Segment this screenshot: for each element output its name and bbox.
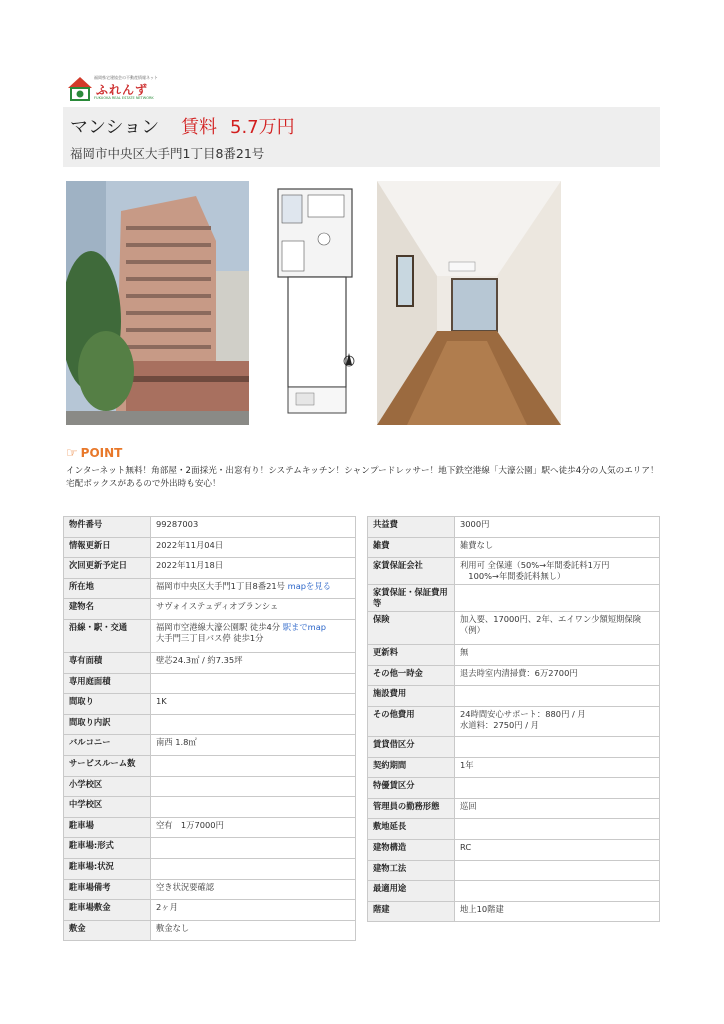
row-label: 中学校区 [64,797,151,818]
floor-plan-drawing [274,181,356,425]
table-row [368,558,660,585]
table-row [64,858,356,879]
row-label: 駐車場:状況 [64,858,151,879]
table-row [64,797,356,818]
row-value [151,578,356,599]
row-label: 沿線・駅・交通 [64,619,151,652]
row-value-text: 無 [460,647,469,658]
table-row [368,901,660,922]
row-label: 共益費 [368,517,455,538]
table-row [64,920,356,941]
row-label: 建物名 [64,599,151,620]
table-row [368,686,660,707]
house-logo-icon [66,74,94,104]
row-value [151,879,356,900]
row-value [455,757,660,778]
row-value [151,838,356,859]
row-value-text: 敷金なし [156,922,190,933]
table-row [64,619,356,652]
row-value-text: 退去時室内清掃費：6万2700円 [460,667,578,678]
table-row [368,585,660,612]
row-value [151,858,356,879]
spec-table-right [367,516,660,922]
row-value-text: 巡回 [460,800,477,811]
floor-plan[interactable] [274,181,356,425]
row-label: 駐車場備考 [64,879,151,900]
row-label: サービスルーム数 [64,755,151,776]
row-label: 更新料 [368,645,455,666]
table-row [368,798,660,819]
table-row [368,839,660,860]
property-header [63,107,660,167]
row-value [151,558,356,579]
row-label: 駐車場 [64,817,151,838]
row-value-text: 福岡市空港線大濠公園駅 徒歩4分 [156,621,281,632]
table-row [368,757,660,778]
table-row [64,755,356,776]
row-value [151,735,356,756]
property-address: 福岡市中央区大手門1丁目8番21号 [70,146,265,161]
row-value-text: 利用可 全保連（50%→年間委託料1万円 [460,560,610,571]
table-row [64,776,356,797]
row-value [455,585,660,612]
row-value [151,537,356,558]
row-label: 敷地延長 [368,819,455,840]
row-value [151,776,356,797]
row-value [455,612,660,645]
row-value [151,797,356,818]
table-row [368,881,660,902]
table-row [64,879,356,900]
row-value [455,558,660,585]
row-label: 特優賃区分 [368,778,455,799]
row-value [455,839,660,860]
row-value [151,619,356,652]
row-label: 所在地 [64,578,151,599]
row-value [151,694,356,715]
map-link[interactable]: 駅までmap [282,621,327,632]
row-value [455,736,660,757]
table-row [64,714,356,735]
row-value [455,665,660,686]
row-value [455,881,660,902]
row-value [151,714,356,735]
row-value [151,599,356,620]
table-row [368,778,660,799]
row-value-text: 3000円 [460,519,490,529]
table-row [64,537,356,558]
table-row [64,838,356,859]
row-value-text-2: 水道料：2750円 / 月 [460,719,539,730]
row-value-text: 99287003 [156,519,199,529]
row-label: 間取り内訳 [64,714,151,735]
building-image [66,181,249,425]
thumbs-up-icon: ☞ [66,446,78,461]
row-value-text: 空き状況要確認 [156,881,215,892]
row-label: 建物構造 [368,839,455,860]
row-label: 駐車場:形式 [64,838,151,859]
row-label: 専用庭面積 [64,673,151,694]
table-row [368,706,660,736]
row-label: 保険 [368,612,455,645]
row-value [455,537,660,558]
row-value-text: 雑費なし [460,539,494,550]
row-value [151,920,356,941]
row-label: 契約期間 [368,757,455,778]
logo-subline: FUKUOKA REAL ESTATE NETWORK [94,96,154,100]
building-photo[interactable] [66,181,249,425]
row-label: 管理員の勤務形態 [368,798,455,819]
row-label: 物件番号 [64,517,151,538]
map-link[interactable]: mapを見る [287,580,331,591]
row-value [455,686,660,707]
price-label: 賃料 [181,117,217,138]
row-value [151,900,356,921]
price-value: 5.7万円 [230,117,295,138]
row-label: 小学校区 [64,776,151,797]
table-row [64,900,356,921]
table-row [64,558,356,579]
row-value [151,517,356,538]
table-row [64,578,356,599]
row-value [455,645,660,666]
row-label: 賃貸借区分 [368,736,455,757]
row-label: 階建 [368,901,455,922]
table-row [64,735,356,756]
table-row [64,817,356,838]
table-row [368,819,660,840]
row-label: その他一時金 [368,665,455,686]
spec-table-left [63,516,356,941]
row-value-text: 2022年11月04日 [156,539,224,550]
row-value [455,798,660,819]
row-value-text: 1K [156,696,167,707]
table-row [368,517,660,538]
logo-tagline: 福岡県宅建協会の不動産情報ネット [94,75,158,80]
table-row [368,645,660,666]
row-label: 家賃保証・保証費用等 [368,585,455,612]
row-value-text: 空有 1万7000円 [156,819,224,830]
row-value [455,517,660,538]
table-row [368,665,660,686]
property-type: マンション [70,117,160,138]
row-value [151,652,356,673]
row-label: 駐車場敷金 [64,900,151,921]
row-label: 家賃保証会社 [368,558,455,585]
site-logo[interactable] [66,74,158,106]
row-value-text: 南西 1.8㎡ [156,737,197,748]
row-label: 最適用途 [368,881,455,902]
row-value [455,819,660,840]
table-row [64,652,356,673]
row-value-text: 24時間安心サポート：880円 / 月 [460,708,586,719]
row-label: バルコニー [64,735,151,756]
row-value-text-2: 100%→年間委託料無し） [460,571,566,582]
row-label: 建物工法 [368,860,455,881]
row-label: 敷金 [64,920,151,941]
table-row [368,612,660,645]
row-value-text: 加入要、17000円、2年、エイワン少額短期保険（例） [460,614,642,636]
row-value-text: 壁芯24.3㎡ / 約7.35坪 [156,654,243,665]
row-value [455,901,660,922]
table-row [64,517,356,538]
logo-name: ふれんず [96,83,149,97]
row-value-text-2: 大手門三丁目バス停 徒歩1分 [156,632,264,643]
point-heading-text: POINT [80,446,123,460]
row-label: 情報更新日 [64,537,151,558]
row-value-text: RC [460,841,472,852]
point-heading [66,446,122,461]
row-label: 専有面積 [64,652,151,673]
row-value-text: 2022年11月18日 [156,560,224,571]
table-row [368,860,660,881]
table-row [368,537,660,558]
table-row [64,673,356,694]
row-value [455,706,660,736]
row-label: 間取り [64,694,151,715]
row-label: 次回更新予定日 [64,558,151,579]
row-value [151,755,356,776]
row-value [151,673,356,694]
row-label: 雑費 [368,537,455,558]
row-value [151,817,356,838]
row-value-text: サヴォイステュディオブランシェ [156,601,279,612]
table-row [64,599,356,620]
table-row [368,736,660,757]
row-value-text: 1年 [460,759,474,770]
row-value [455,860,660,881]
row-value-text: 2ヶ月 [156,902,178,913]
room-image [377,181,561,425]
table-row [64,694,356,715]
row-label: 施設費用 [368,686,455,707]
row-label: その他費用 [368,706,455,736]
row-value [455,778,660,799]
point-text: インターネット無料！角部屋・2面採光・出窓有り！システムキッチン！シャンプードレッサー！地下鉄空港線「大濠公園」駅へ徒歩4分の人気のエリア！宅配ボックスがあるので外出時も安心！ [66,466,659,489]
room-photo[interactable] [377,181,561,425]
row-value-text: 福岡市中央区大手門1丁目8番21号 [156,580,285,591]
row-value-text: 地上10階建 [460,903,504,914]
